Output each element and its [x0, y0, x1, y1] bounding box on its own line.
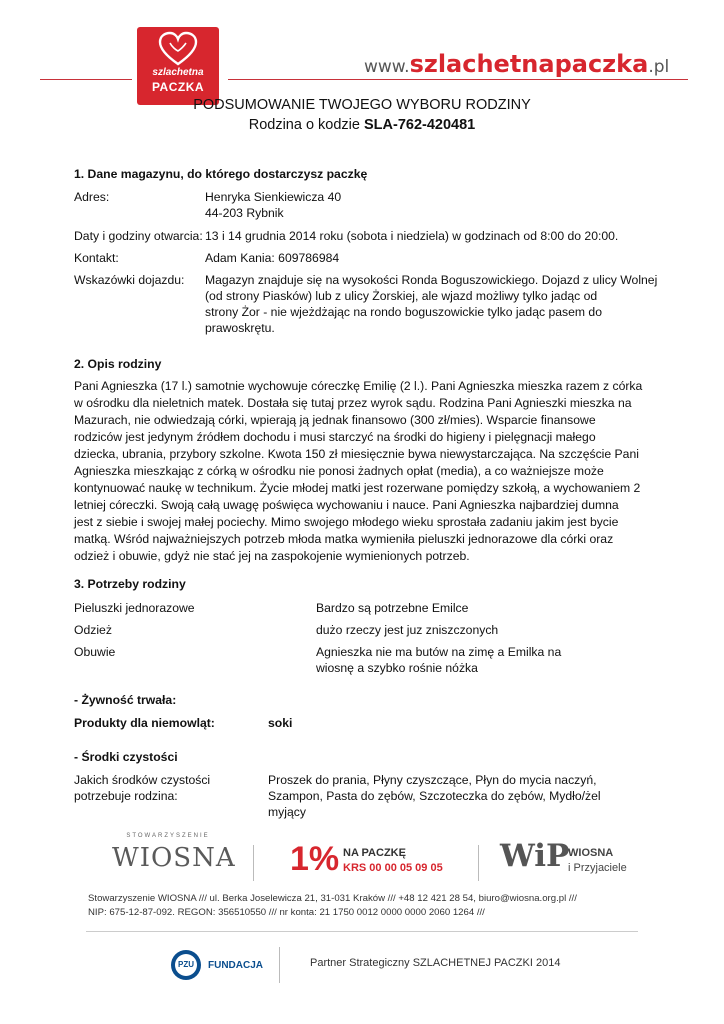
need-item: Obuwie — [74, 645, 116, 659]
section1-heading: 1. Dane magazynu, do którego dostarczysz paczkę — [74, 167, 368, 181]
need-item: Pieluszki jednorazowe — [74, 601, 195, 615]
description-line: kontynuować naukę w technikum. Życie młodej matki jest rozerwane pomiędzy szkołą, a wychowaniem 2 — [74, 481, 641, 495]
logo-line1: szlachetna — [152, 67, 204, 78]
description-line: rodziców jest jedynym źródłem dochodu i musi starczyć na środki do higieny i pielęgnacji małego — [74, 430, 596, 444]
fundacja-label: FUNDACJA — [208, 960, 263, 971]
cleaning-label: potrzebuje rodzina: — [74, 789, 178, 803]
food-heading: - Żywność trwała: — [74, 693, 177, 707]
site-prefix: www. — [364, 57, 410, 77]
cleaning-value: myjący — [268, 805, 306, 819]
description-line: letniej córeczki. Swoją całą uwagę poświęca wychowaniu i nauce. Pani Agnieszka najbardziej dumna — [74, 498, 619, 512]
footer-address-line: NIP: 675-12-87-092. REGON: 356510550 /// nr konta: 21 1750 0012 0000 0000 2060 1264 /// — [88, 907, 485, 918]
footer-divider — [279, 947, 280, 983]
wip-line2: i Przyjaciele — [568, 862, 627, 874]
description-line: dziecka, ubrania, przybory szkolne. Kwota 150 zł miesięcznie bywa niewystarczająca. Na szczęście Pani — [74, 447, 639, 461]
description-line: Mazurach, nie odwiedzają córki, wpierają ją jednak finansowo (300 zł/mies). Wsparcie finansowe — [74, 413, 596, 427]
baby-products-label: Produkty dla niemowląt: — [74, 716, 215, 730]
header-divider-left — [40, 79, 132, 80]
directions-line: strony Żor - nie wjeżdżając na rondo boguszowickie tylko jadąc pasem do — [205, 305, 602, 319]
hours-value: 13 i 14 grudnia 2014 roku (sobota i niedziela) w godzinach od 8:00 do 20:00. — [205, 229, 619, 243]
pzu-logo-icon — [171, 950, 201, 980]
wip-line1: WIOSNA — [568, 847, 614, 859]
section2-heading: 2. Opis rodziny — [74, 357, 162, 371]
family-code-value: SLA-762-420481 — [364, 117, 476, 133]
directions-line: (od strony Piasków) lub z ulicy Żorskiej, ale wjazd możliwy tylko jadąc od — [205, 289, 598, 303]
footer-divider — [478, 845, 479, 881]
description-line: matką. Wśród najważniejszych potrzeb młoda matka wymieniła pieluszki jednorazowe dla córki oraz — [74, 532, 614, 546]
strategic-partner-text: Partner Strategiczny SZLACHETNEJ PACZKI 2014 — [310, 957, 561, 969]
site-brand: szlachetnapaczka — [409, 50, 649, 78]
cleaning-label: Jakich środków czystości — [74, 773, 211, 787]
description-line: w ośrodku dla nieletnich matek. Dostała się tutaj przez wyrok sądu. Rodzina Pani Agnieszki mieszka na — [74, 396, 632, 410]
directions-line: Magazyn znajduje się na wysokości Ronda Boguszowickiego. Dojazd z ulicy Wolnej — [205, 273, 658, 287]
baby-products-value: soki — [268, 716, 293, 730]
section3-heading: 3. Potrzeby rodziny — [74, 577, 186, 591]
need-note: dużo rzeczy jest juz zniszczonych — [316, 623, 499, 637]
footer-address-line: Stowarzyszenie WIOSNA /// ul. Berka Joselewicza 21, 31-031 Kraków /// +48 12 421 28 54, biuro@wiosna.org.pl /// — [88, 893, 577, 904]
pzu-badge: PZU — [175, 954, 197, 976]
need-note: wiosnę a szybko rośnie nóżka — [316, 661, 478, 675]
contact-value: Adam Kania: 609786984 — [205, 251, 340, 265]
description-line: odzież i obuwie, gdyż nie stać jej na zaspokojenie wymienionych potrzeb. — [74, 549, 470, 563]
wip-logo: WiP — [500, 838, 570, 874]
na-paczke-label: NA PACZKĘ — [343, 847, 406, 859]
description-line: Agnieszka mieszkając z córką w ośrodku nie ponosi żadnych opłat (media), a co ważniejsze może — [74, 464, 604, 478]
cleaning-value: Szampon, Pasta do zębów, Szczoteczka do zębów, Mydło/żel — [268, 789, 601, 803]
hours-label: Daty i godziny otwarcia: — [74, 229, 203, 243]
wiosna-small-label: STOWARZYSZENIE — [126, 833, 210, 839]
logo-line2: PACZKA — [151, 80, 205, 94]
heart-icon — [157, 31, 199, 67]
family-code-label: Rodzina o kodzie — [248, 117, 360, 133]
address-label: Adres: — [74, 190, 110, 204]
one-percent: 1% — [290, 840, 340, 878]
footer-divider — [253, 845, 254, 881]
wiosna-logo: WIOSNA — [112, 843, 236, 873]
need-note: Bardzo są potrzebne Emilce — [316, 601, 469, 615]
cleaning-value: Proszek do prania, Płyny czyszczące, Płyn do mycia naczyń, — [268, 773, 597, 787]
site-suffix: .pl — [648, 57, 670, 77]
directions-label: Wskazówki dojazdu: — [74, 273, 185, 287]
address-line2: 44-203 Rybnik — [205, 206, 284, 220]
cleaning-heading: - Środki czystości — [74, 750, 178, 764]
description-line: Pani Agnieszka (17 l.) samotnie wychowuje córeczkę Emilię (2 l.). Pani Agnieszka mieszka razem z córka — [74, 379, 643, 393]
need-note: Agnieszka nie ma butów na zimę a Emilka na — [316, 645, 562, 659]
krs-number: KRS 00 00 05 09 05 — [343, 862, 443, 874]
header-divider-right — [228, 79, 688, 80]
contact-label: Kontakt: — [74, 251, 119, 265]
szlachetna-paczka-logo — [137, 27, 219, 105]
footer-separator — [86, 931, 638, 932]
address-line1: Henryka Sienkiewicza 40 — [205, 190, 342, 204]
website-url[interactable] — [364, 50, 669, 78]
page-title: PODSUMOWANIE TWOJEGO WYBORU RODZINY — [193, 97, 531, 113]
family-code-line — [0, 117, 724, 133]
directions-line: prawoskrętu. — [205, 321, 275, 335]
need-item: Odzież — [74, 623, 112, 637]
description-line: jest z siebie i swojej małej pociechy. Mimo swojego młodego wieku sprostała zadaniu jakim jest bycie — [74, 515, 619, 529]
